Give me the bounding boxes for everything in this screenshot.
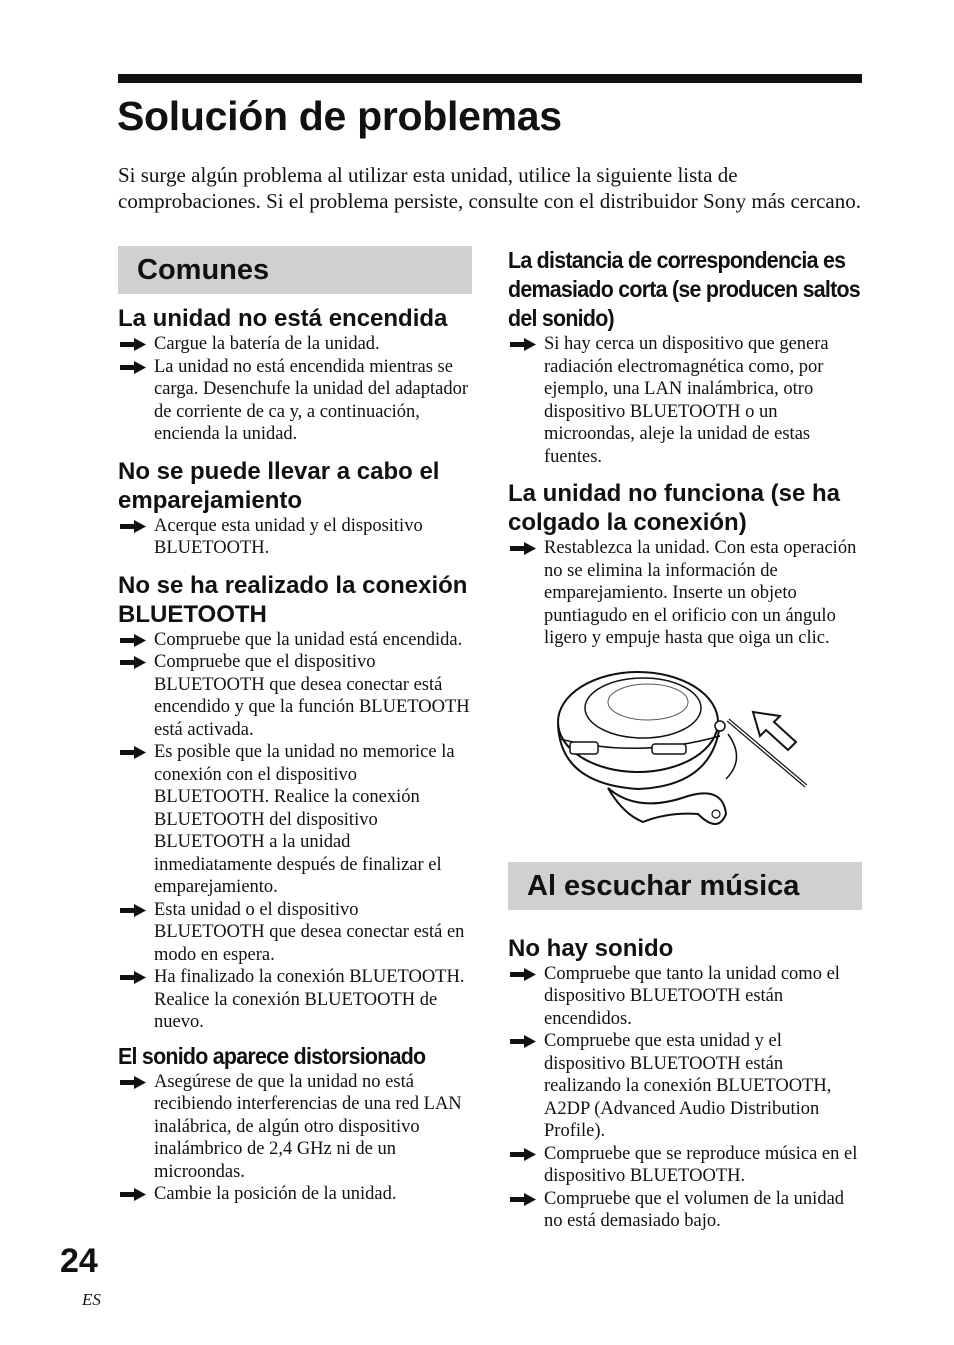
list-item-text: Compruebe que se reproduce música en el dispositivo BLUETOOTH. <box>544 1143 858 1186</box>
list-item-text: Compruebe que el volumen de la unidad no está demasiado bajo. <box>544 1188 845 1231</box>
bullet-list <box>118 1071 472 1206</box>
page-title: Solución de problemas <box>117 93 562 139</box>
list-item-text: Cambie la posición de la unidad. <box>154 1184 397 1204</box>
list-item <box>118 356 472 446</box>
arrow-icon <box>510 1148 536 1161</box>
arrow-icon <box>120 904 146 917</box>
bullet-list <box>508 963 862 1233</box>
topic-heading: La unidad no funciona (se ha colgado la conexión) <box>508 480 841 536</box>
list-item-text: Compruebe que tanto la unidad como el dispositivo BLUETOOTH están encendidos. <box>544 963 840 1029</box>
list-item <box>118 629 472 652</box>
topic-heading: El sonido aparece distorsionado <box>118 1042 426 1069</box>
arrow-icon <box>120 656 146 669</box>
list-item <box>118 1071 472 1184</box>
arrow-icon <box>510 338 536 351</box>
list-item-text: Es posible que la unidad no memorice la conexión con el dispositivo BLUETOOTH. Realice la conexión BLUETOOTH del dispositivo BLUETOOTH a la unidad inmediatamente después de finalizar el emparejamiento. <box>154 742 455 897</box>
right-column <box>508 246 862 1233</box>
list-item-text: Esta unidad o el dispositivo BLUETOOTH que desea conectar está en modo en espera. <box>154 899 465 965</box>
arrow-icon <box>510 1193 536 1206</box>
list-item <box>508 1188 862 1233</box>
list-item <box>118 966 472 1034</box>
list-item-text: La unidad no está encendida mientras se carga. Desenchufe la unidad del adaptador de corriente de ca y, a continuación, encienda la unidad. <box>154 356 469 444</box>
list-item <box>118 333 472 356</box>
arrow-icon <box>120 746 146 759</box>
list-item-text: Si hay cerca un dispositivo que genera radiación electromagnética como, por ejemplo, una LAN inalámbrica, otro dispositivo BLUETOOTH o un microondas, aleje la unidad de estas fuentes. <box>544 334 829 467</box>
arrow-icon <box>510 968 536 981</box>
list-item-text: Asegúrese de que la unidad no está recibiendo interferencias de una red LAN inalábrica, de algún otro dispositivo inalámbrico de 2,4 GHz ni de un microondas. <box>154 1071 462 1182</box>
list-item <box>118 651 472 741</box>
topic-heading: No se puede llevar a cabo el emparejamiento <box>118 457 440 514</box>
list-item <box>118 899 472 967</box>
list-item <box>508 1143 862 1188</box>
bullet-list <box>118 333 472 446</box>
list-item-text: Compruebe que la unidad está encendida. <box>154 629 463 650</box>
list-item <box>118 741 472 899</box>
topic-heading: No se ha realizado la conexión BLUETOOTH <box>118 571 468 628</box>
title-rule <box>118 74 862 83</box>
section-band-musica: Al escuchar música <box>508 862 862 910</box>
topic-heading: No hay sonido <box>508 934 674 962</box>
list-item-text: Cargue la batería de la unidad. <box>154 334 380 354</box>
bullet-list <box>118 629 472 1034</box>
reset-illustration <box>548 664 818 844</box>
arrow-icon <box>120 634 146 647</box>
arrow-icon <box>120 338 146 351</box>
arrow-icon <box>120 971 146 984</box>
list-item <box>118 515 472 560</box>
list-item-text: Restablezca la unidad. Con esta operación no se elimina la información de emparejamiento. Inserte un objeto puntiagudo en el orificio con un ángulo ligero y empuje hasta que oiga un clic. <box>544 538 857 648</box>
list-item <box>508 537 862 650</box>
arrow-icon <box>510 542 536 555</box>
list-item-text: Compruebe que el dispositivo BLUETOOTH que desea conectar está encendido y que la función BLUETOOTH está activada. <box>154 652 470 740</box>
arrow-icon <box>120 361 146 374</box>
list-item <box>508 1030 862 1143</box>
arrow-icon <box>120 1188 146 1201</box>
topic-heading: La distancia de correspondencia es demasiado corta (se producen saltos del sonido) <box>508 247 860 331</box>
bullet-list <box>508 537 862 650</box>
arrow-icon <box>120 520 146 533</box>
list-item-text: Ha finalizado la conexión BLUETOOTH. Realice la conexión BLUETOOTH de nuevo. <box>154 967 465 1032</box>
arrow-icon <box>510 1035 536 1048</box>
topic-heading: La unidad no está encendida <box>118 305 448 332</box>
page-number: 24 <box>60 1242 98 1280</box>
intro-paragraph: Si surge algún problema al utilizar esta unidad, utilice la siguiente lista de comprobaciones. Si el problema persiste, consulte con el distribuidor Sony más cercano. <box>118 163 861 213</box>
list-item-text: Acerque esta unidad y el dispositivo BLUETOOTH. <box>154 515 423 558</box>
list-item <box>508 963 862 1031</box>
arrow-icon <box>120 1076 146 1089</box>
list-item <box>508 333 862 468</box>
bullet-list <box>508 333 862 468</box>
bullet-list <box>118 515 472 560</box>
list-item <box>118 1183 472 1206</box>
list-item-text: Compruebe que esta unidad y el dispositivo BLUETOOTH están realizando la conexión BLUETOOTH, A2DP (Advanced Audio Distribution Profile). <box>544 1031 832 1141</box>
language-code: ES <box>82 1290 101 1309</box>
section-band-comunes: Comunes <box>118 246 472 294</box>
left-column <box>118 246 472 1206</box>
